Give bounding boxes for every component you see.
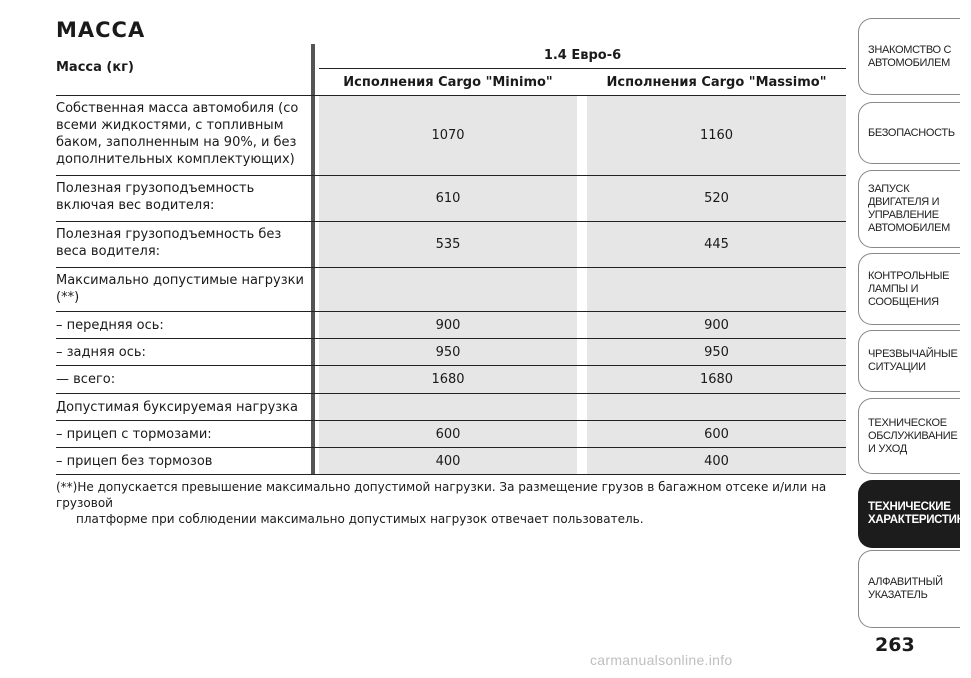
row-label: – прицеп без тормозов <box>56 454 213 469</box>
column-divider <box>311 448 315 475</box>
table-row <box>56 421 846 448</box>
value-minimo <box>319 268 577 311</box>
column-divider <box>311 222 315 268</box>
header-divider <box>319 68 846 69</box>
tab-index[interactable] <box>858 550 960 628</box>
row-label: Максимально допустимые нагрузки (**) <box>56 273 304 305</box>
tab-specifications[interactable] <box>858 480 971 548</box>
row-divider <box>56 474 846 475</box>
table-row <box>56 176 846 222</box>
footnote-line2: платформе при соблюдении максимально допустимых нагрузок отвечает пользователь. <box>76 512 644 526</box>
value-minimo: 400 <box>319 448 577 474</box>
value-massimo <box>587 268 846 311</box>
footnote <box>56 479 846 527</box>
table-row <box>56 394 846 421</box>
tab-label: ЧРЕЗВЫЧАЙНЫЕ СИТУАЦИИ <box>868 348 958 373</box>
table-row <box>56 339 846 366</box>
tab-maintenance[interactable] <box>858 398 960 474</box>
value-massimo: 400 <box>587 448 846 474</box>
value-massimo <box>587 394 846 420</box>
page-title: МАССА <box>56 18 146 42</box>
table-row <box>56 96 846 176</box>
row-label: Собственная масса автомобиля (со всеми жидкостями, с топливным баком, заполненным на 90%, и без дополнительных комплектующих) <box>56 101 299 167</box>
table-row <box>56 366 846 394</box>
tab-label: ТЕХНИЧЕСКОЕ ОБСЛУЖИВАНИЕ И УХОД <box>868 416 958 455</box>
value-minimo: 900 <box>319 312 577 338</box>
row-label: Допустимая буксируемая нагрузка <box>56 400 298 415</box>
row-label: Полезная грузоподъемность включая вес водителя: <box>56 181 255 213</box>
value-massimo: 445 <box>587 222 846 267</box>
row-label: – прицеп с тормозами: <box>56 427 212 442</box>
footnote-line1: (**)Не допускается превышение максимально допустимой нагрузки. За размещение грузов в багажном отсеке и/или на грузовой <box>56 480 827 510</box>
row-label: – передняя ось: <box>56 318 164 333</box>
engine-header: 1.4 Евро-6 <box>543 48 622 63</box>
tab-label: БЕЗОПАСНОСТЬ <box>868 126 955 139</box>
row-label: – задняя ось: <box>56 345 146 360</box>
value-minimo: 610 <box>319 176 577 221</box>
column-divider <box>311 312 315 339</box>
table-body <box>56 96 846 475</box>
chapter-sidebar <box>858 0 971 678</box>
table-row <box>56 448 846 475</box>
col2-header: Исполнения Cargo "Massimo" <box>606 75 827 90</box>
column-divider <box>311 96 315 176</box>
value-massimo: 1160 <box>587 96 846 175</box>
row-label: — всего: <box>56 372 116 387</box>
table-header <box>56 44 846 96</box>
value-massimo: 1680 <box>587 366 846 393</box>
column-divider <box>311 268 315 312</box>
value-minimo <box>319 394 577 420</box>
watermark: carmanualsonline.info <box>590 652 733 668</box>
column-divider <box>311 44 315 96</box>
tab-emergency[interactable] <box>858 330 960 392</box>
column-divider <box>311 339 315 366</box>
tab-label: АЛФАВИТНЫЙ УКАЗАТЕЛЬ <box>868 576 943 601</box>
tab-safety[interactable] <box>858 102 960 164</box>
value-minimo: 1070 <box>319 96 577 175</box>
value-minimo: 535 <box>319 222 577 267</box>
tab-label: КОНТРОЛЬНЫЕ ЛАМПЫ И СООБЩЕНИЯ <box>868 269 950 308</box>
corner-label: Масса (кг) <box>56 60 134 75</box>
column-divider <box>311 366 315 394</box>
tab-intro[interactable] <box>858 18 960 95</box>
tab-warning-lights[interactable] <box>858 253 960 325</box>
value-massimo: 600 <box>587 421 846 447</box>
column-divider <box>311 394 315 421</box>
table-row <box>56 268 846 312</box>
value-minimo: 950 <box>319 339 577 365</box>
value-massimo: 900 <box>587 312 846 338</box>
value-minimo: 1680 <box>319 366 577 393</box>
value-massimo: 520 <box>587 176 846 221</box>
mass-table <box>56 44 846 475</box>
page-number: 263 <box>875 634 915 656</box>
table-row <box>56 222 846 268</box>
column-divider <box>311 421 315 448</box>
row-label: Полезная грузоподъемность без веса водителя: <box>56 227 282 259</box>
column-divider <box>311 176 315 222</box>
value-massimo: 950 <box>587 339 846 365</box>
col1-header: Исполнения Cargo "Minimo" <box>343 75 553 90</box>
tab-label: ЗАПУСК ДВИГАТЕЛЯ И УПРАВЛЕНИЕ АВТОМОБИЛЕМ <box>868 183 950 234</box>
tab-start-driving[interactable] <box>858 170 960 248</box>
tab-label: ТЕХНИЧЕСКИЕ ХАРАКТЕРИСТИКИ <box>868 501 971 526</box>
value-minimo: 600 <box>319 421 577 447</box>
table-row <box>56 312 846 339</box>
tab-label: ЗНАКОМСТВО С АВТОМОБИЛЕМ <box>868 43 952 69</box>
